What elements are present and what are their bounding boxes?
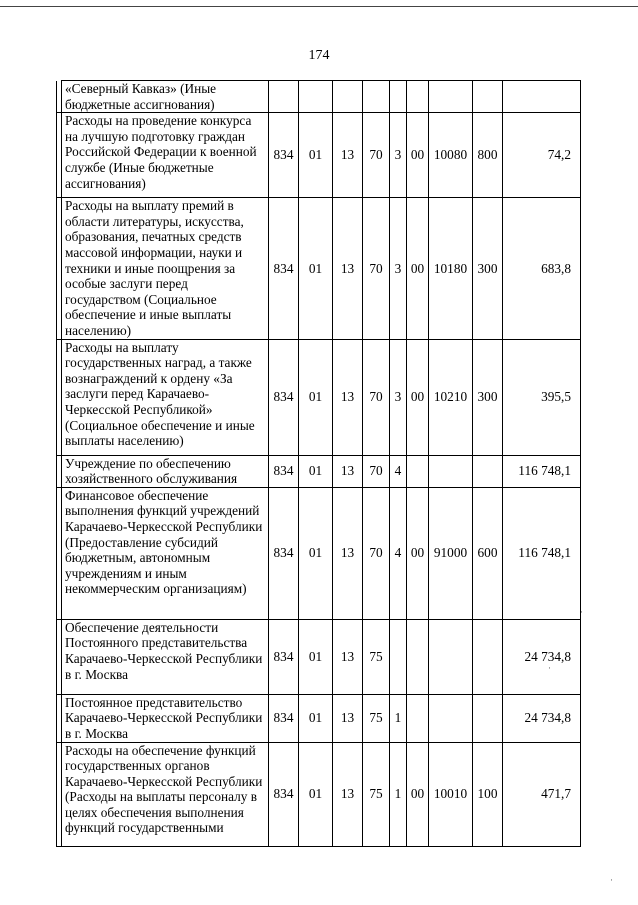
expense-direction-code-cell (429, 619, 473, 694)
section-code-cell: 01 (299, 339, 333, 455)
direction-code-cell (407, 455, 429, 487)
expense-type-code-cell: 600 (473, 487, 503, 619)
subprogram-code-cell: 1 (390, 742, 407, 846)
description-cell: Расходы на выплату премий в области литературы, искусства, образования, печатных средств массовой информации, науки и техники и иные поощрения за особые заслуги перед государством (Социальное обеспечение и иные выплаты населению) (62, 198, 269, 339)
ministry-code-cell: 834 (269, 339, 299, 455)
amount-cell (503, 81, 581, 113)
ministry-code-cell: 834 (269, 198, 299, 339)
subprogram-code-cell: 4 (390, 487, 407, 619)
budget-table-body (57, 81, 581, 847)
subprogram-code-cell: 1 (390, 694, 407, 742)
budget-table (56, 80, 581, 847)
expense-direction-code-cell: 10010 (429, 742, 473, 846)
section-code-cell: 01 (299, 742, 333, 846)
ministry-code-cell: 834 (269, 619, 299, 694)
subprogram-code-cell: 3 (390, 198, 407, 339)
description-cell: «Северный Кавказ» (Иные бюджетные ассигнования) (62, 81, 269, 113)
direction-code-cell: 00 (407, 113, 429, 198)
description-cell: Финансовое обеспечение выполнения функций учреждений Карачаево-Черкесской Республики (Предоставление субсидий бюджетным, автономным учреждениям и иным некоммерческим организациям) (62, 487, 269, 619)
ministry-code-cell: 834 (269, 742, 299, 846)
description-cell: Постоянное представительство Карачаево-Черкесской Республики в г. Москва (62, 694, 269, 742)
table-row (57, 198, 581, 339)
program-code-cell: 75 (363, 742, 390, 846)
expense-type-code-cell: 300 (473, 198, 503, 339)
subsection-code-cell: 13 (333, 487, 363, 619)
section-code-cell: 01 (299, 198, 333, 339)
expense-direction-code-cell (429, 81, 473, 113)
program-code-cell: 70 (363, 113, 390, 198)
expense-direction-code-cell: 10180 (429, 198, 473, 339)
description-cell: Расходы на выплату государственных наград, а также вознаграждений к ордену «За заслуги перед Карачаево-Черкесской Республикой» (Социальное обеспечение и иные выплаты населению) (62, 339, 269, 455)
direction-code-cell: 00 (407, 487, 429, 619)
scan-speck: · (580, 607, 583, 617)
page-number: 174 (308, 48, 330, 63)
subsection-code-cell: 13 (333, 619, 363, 694)
amount-cell: 24 734,8 (503, 619, 581, 694)
section-code-cell: 01 (299, 694, 333, 742)
subprogram-code-cell (390, 619, 407, 694)
table-row (57, 619, 581, 694)
scan-speck: · (610, 875, 613, 885)
table-row (57, 455, 581, 487)
subsection-code-cell (333, 81, 363, 113)
subprogram-code-cell: 3 (390, 339, 407, 455)
subprogram-code-cell: 3 (390, 113, 407, 198)
table-row (57, 694, 581, 742)
table-row (57, 487, 581, 619)
expense-type-code-cell (473, 694, 503, 742)
subsection-code-cell: 13 (333, 455, 363, 487)
program-code-cell (363, 81, 390, 113)
direction-code-cell (407, 619, 429, 694)
subsection-code-cell: 13 (333, 742, 363, 846)
direction-code-cell (407, 81, 429, 113)
expense-type-code-cell (473, 619, 503, 694)
direction-code-cell: 00 (407, 742, 429, 846)
direction-code-cell: 00 (407, 198, 429, 339)
expense-direction-code-cell (429, 694, 473, 742)
ministry-code-cell (269, 81, 299, 113)
ministry-code-cell: 834 (269, 113, 299, 198)
ministry-code-cell: 834 (269, 455, 299, 487)
direction-code-cell (407, 694, 429, 742)
table-row (57, 742, 581, 846)
ministry-code-cell: 834 (269, 694, 299, 742)
amount-cell: 683,8 (503, 198, 581, 339)
subsection-code-cell: 13 (333, 113, 363, 198)
amount-cell: 116 748,1 (503, 455, 581, 487)
expense-direction-code-cell: 10210 (429, 339, 473, 455)
section-code-cell: 01 (299, 113, 333, 198)
expense-type-code-cell (473, 455, 503, 487)
amount-cell: 395,5 (503, 339, 581, 455)
section-code-cell (299, 81, 333, 113)
expense-direction-code-cell: 10080 (429, 113, 473, 198)
description-cell: Расходы на проведение конкурса на лучшую подготовку граждан Российской Федерации к военной службе (Иные бюджетные ассигнования) (62, 113, 269, 198)
amount-cell: 24 734,8 (503, 694, 581, 742)
expense-type-code-cell: 800 (473, 113, 503, 198)
subprogram-code-cell: 4 (390, 455, 407, 487)
subsection-code-cell: 13 (333, 339, 363, 455)
program-code-cell: 75 (363, 694, 390, 742)
amount-cell: 116 748,1 (503, 487, 581, 619)
expense-direction-code-cell: 91000 (429, 487, 473, 619)
expense-type-code-cell (473, 81, 503, 113)
ministry-code-cell: 834 (269, 487, 299, 619)
table-row (57, 81, 581, 113)
subsection-code-cell: 13 (333, 694, 363, 742)
scan-speck: · (548, 663, 551, 673)
program-code-cell: 70 (363, 198, 390, 339)
program-code-cell: 75 (363, 619, 390, 694)
program-code-cell: 70 (363, 487, 390, 619)
program-code-cell: 70 (363, 339, 390, 455)
expense-type-code-cell: 100 (473, 742, 503, 846)
section-code-cell: 01 (299, 487, 333, 619)
amount-cell: 74,2 (503, 113, 581, 198)
subsection-code-cell: 13 (333, 198, 363, 339)
section-code-cell: 01 (299, 619, 333, 694)
expense-type-code-cell: 300 (473, 339, 503, 455)
program-code-cell: 70 (363, 455, 390, 487)
description-cell: Учреждение по обеспечению хозяйственного обслуживания (62, 455, 269, 487)
description-cell: Расходы на обеспечение функций государственных органов Карачаево-Черкесской Республики (Расходы на выплаты персоналу в целях обеспечения выполнения функций государственными (62, 742, 269, 846)
table-row (57, 339, 581, 455)
expense-direction-code-cell (429, 455, 473, 487)
description-cell: Обеспечение деятельности Постоянного представительства Карачаево-Черкесской Республики в г. Москва (62, 619, 269, 694)
subprogram-code-cell (390, 81, 407, 113)
section-code-cell: 01 (299, 455, 333, 487)
amount-cell: 471,7 (503, 742, 581, 846)
direction-code-cell: 00 (407, 339, 429, 455)
page-top-rule (0, 6, 638, 7)
table-row (57, 113, 581, 198)
